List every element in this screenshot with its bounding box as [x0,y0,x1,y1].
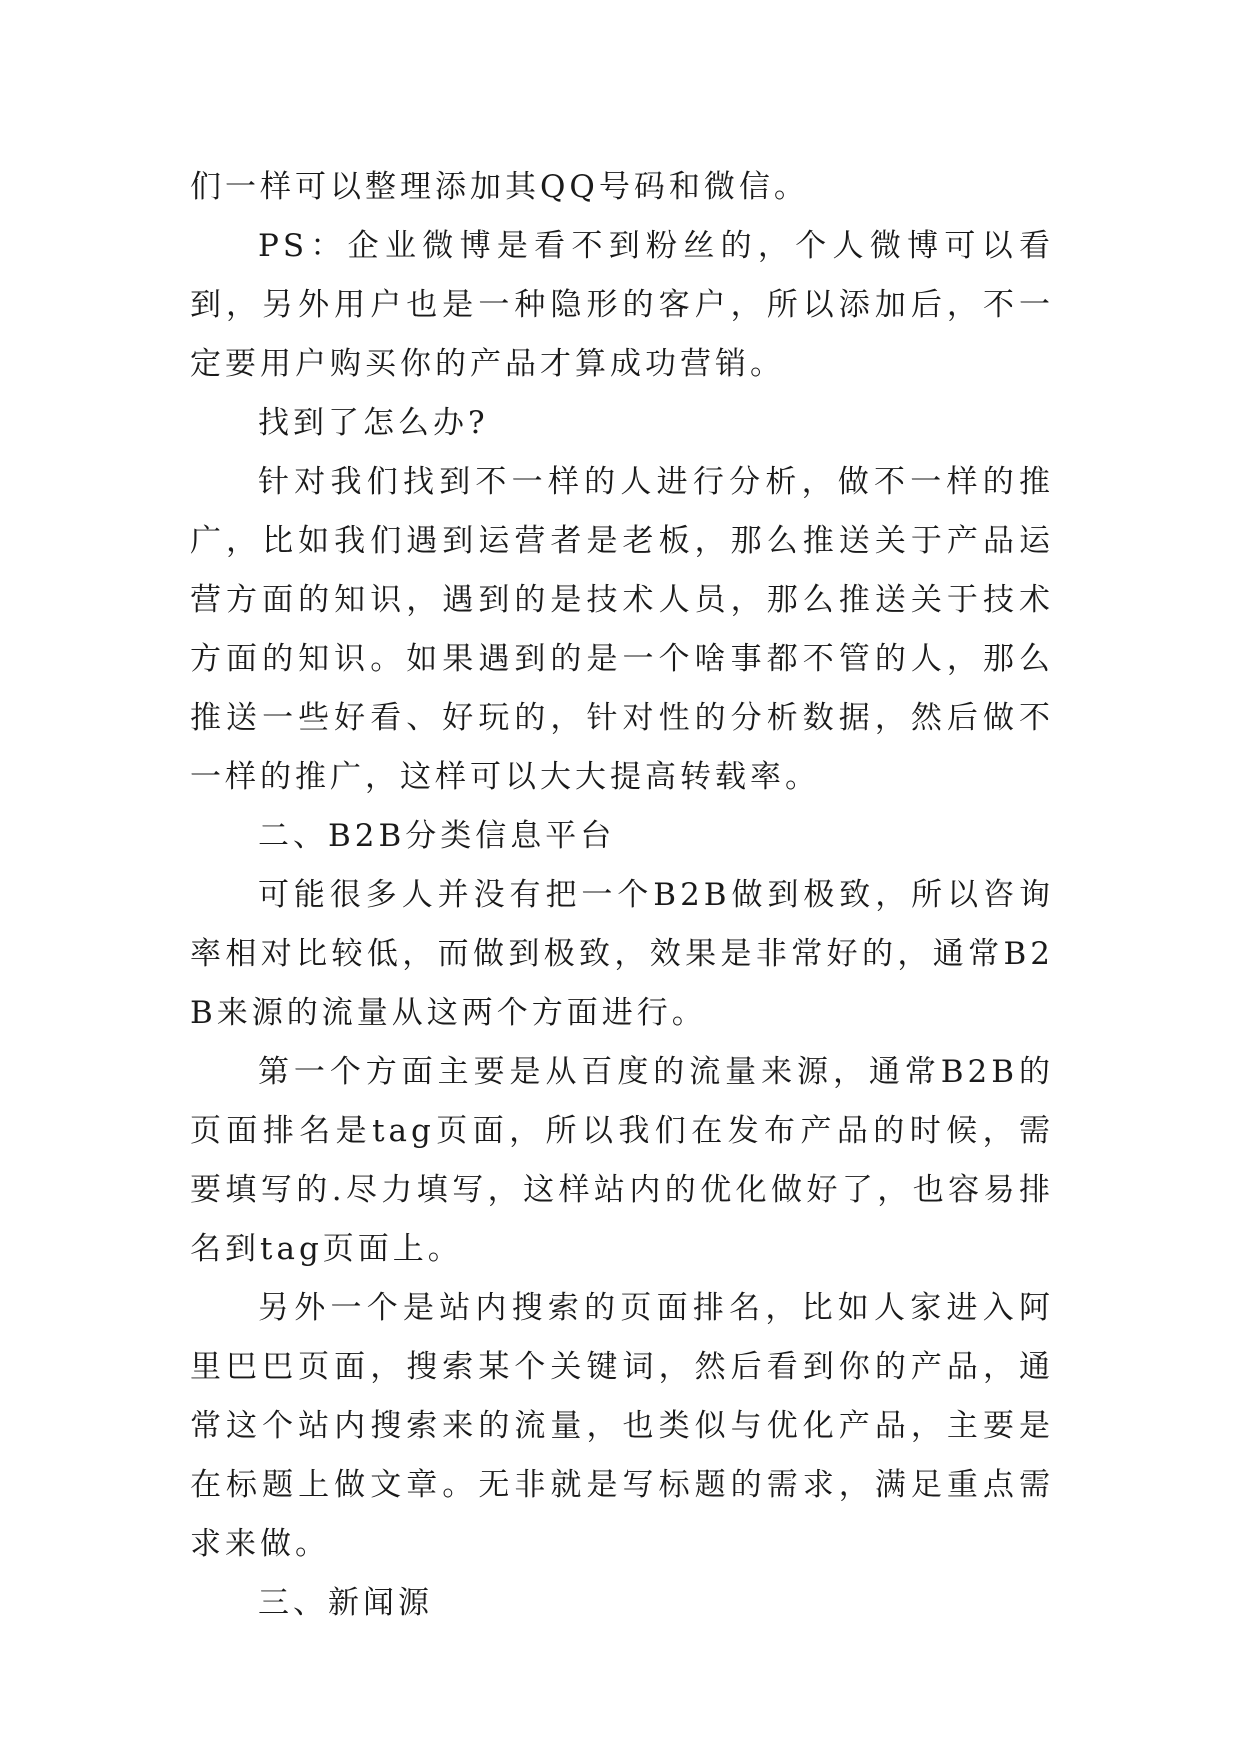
paragraph-b2b-baidu: 第一个方面主要是从百度的流量来源，通常B2B的页面排名是tag页面，所以我们在发布产品的时候，需要填写的.尽力填写，这样站内的优化做好了，也容易排名到tag页面上。 [190,1054,1054,1267]
paragraph-continuation: 们一样可以整理添加其QQ号码和微信。 [190,169,809,205]
section-heading-news-source: 三、新闻源 [258,1585,433,1621]
section-heading-b2b: 二、B2B分类信息平台 [258,818,616,854]
paragraph-question: 找到了怎么办? [258,405,489,441]
paragraph-analysis: 针对我们找到不一样的人进行分析，做不一样的推广，比如我们遇到运营者是老板，那么推送关于产品运营方面的知识，遇到的是技术人员，那么推送关于技术方面的知识。如果遇到的是一个啥事都不管的人，那么推送一些好看、好玩的，针对性的分析数据，然后做不一样的推广，这样可以大大提高转载率。 [190,464,1054,795]
document-body [190,158,1054,1633]
paragraph-b2b-intro: 可能很多人并没有把一个B2B做到极致，所以咨询率相对比较低，而做到极致，效果是非常好的，通常B2B来源的流量从这两个方面进行。 [190,877,1054,1031]
paragraph-ps-note: PS：企业微博是看不到粉丝的，个人微博可以看到，另外用户也是一种隐形的客户，所以添加后，不一定要用户购买你的产品才算成功营销。 [190,228,1054,382]
paragraph-b2b-site-search: 另外一个是站内搜索的页面排名，比如人家进入阿里巴巴页面，搜索某个关键词，然后看到你的产品，通常这个站内搜索来的流量，也类似与优化产品，主要是在标题上做文章。无非就是写标题的需求，满足重点需求来做。 [190,1290,1054,1562]
